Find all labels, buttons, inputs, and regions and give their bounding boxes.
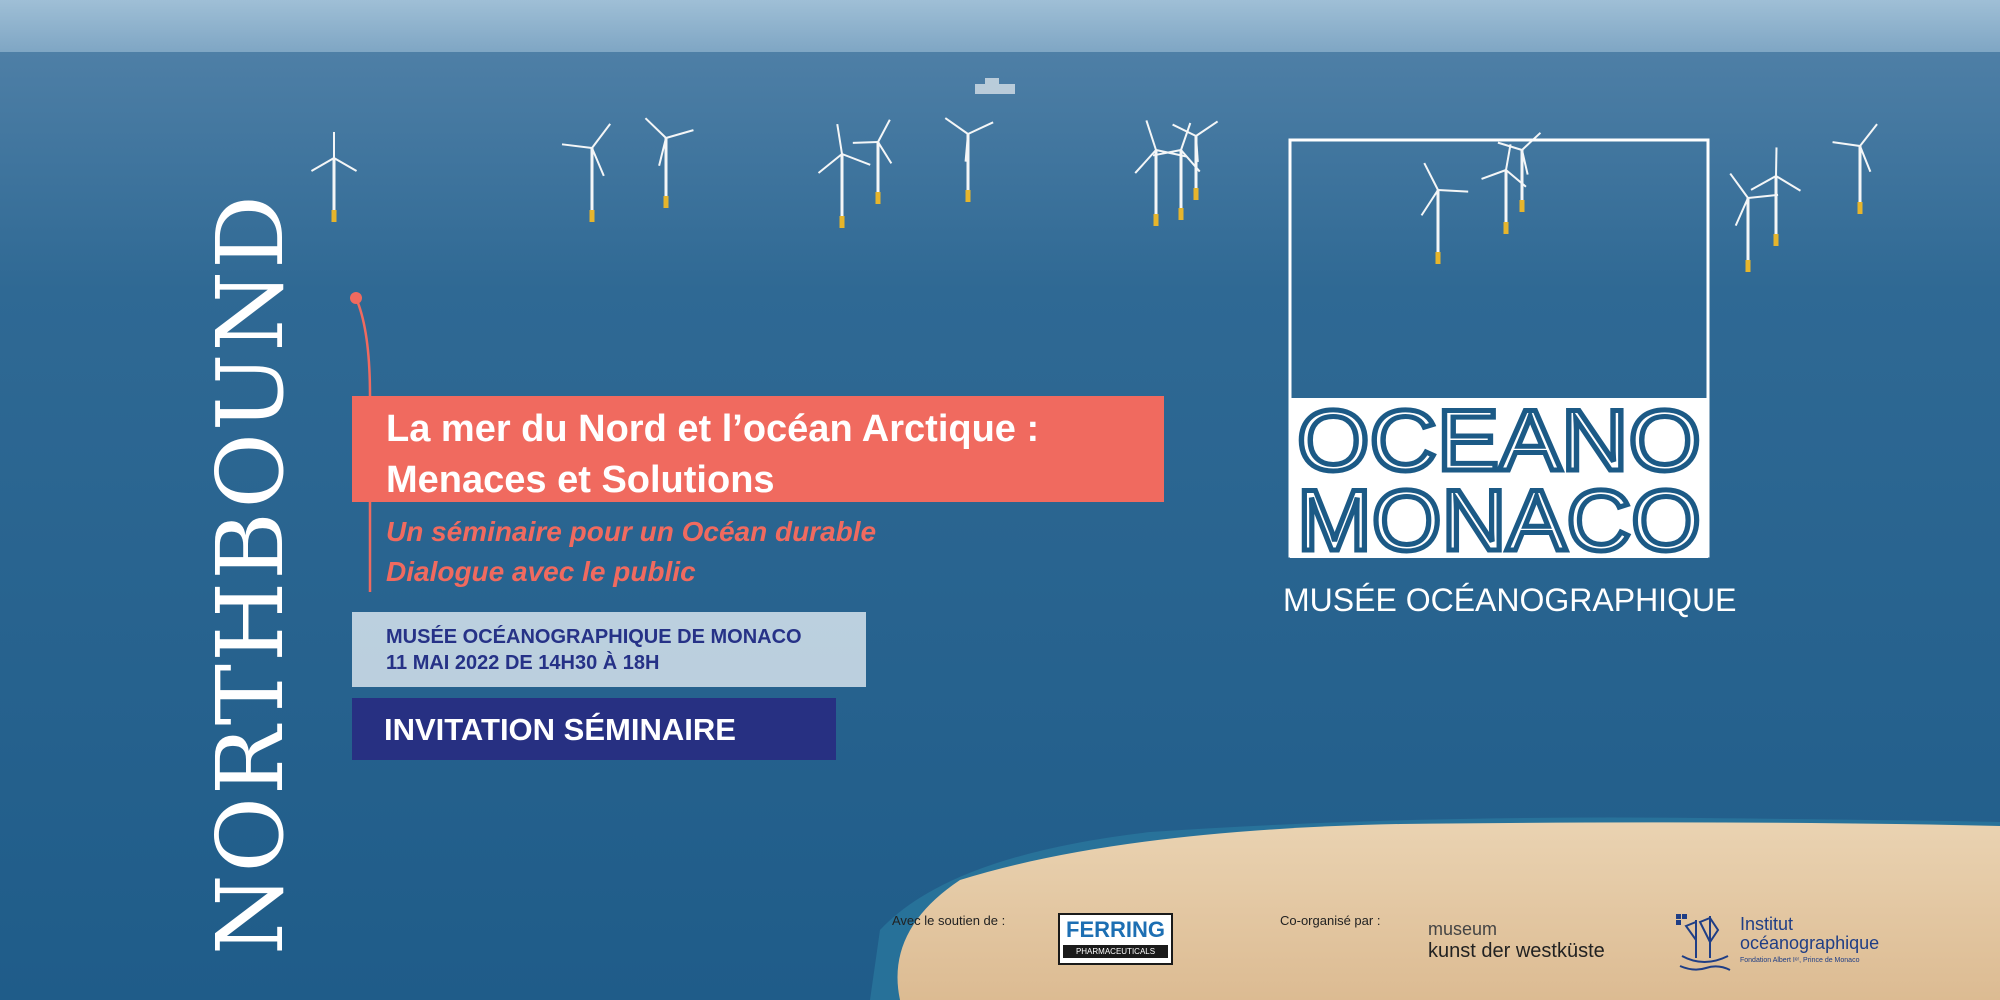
northbound-title: NORTHBOUND <box>197 193 304 955</box>
logo-line-oceano: OCEANO <box>1297 398 1701 489</box>
headline-box <box>352 396 1164 502</box>
kunst-line-2: kunst der westküste <box>1428 940 1605 962</box>
institut-line-2: océanographique <box>1740 933 1880 953</box>
invitation-label: INVITATION SÉMINAIRE <box>352 698 836 760</box>
institut-line-1: Institut <box>1740 914 1794 934</box>
ferring-name: FERRING <box>1066 917 1165 942</box>
event-info-box <box>352 612 866 687</box>
headline-line-1: La mer du Nord et l’océan Arctique : <box>386 408 1040 450</box>
oceano-monaco-logo <box>1290 398 1708 558</box>
coorganized-label: Co-organisé par : <box>1280 913 1381 928</box>
subtitle-line-2: Dialogue avec le public <box>386 556 696 587</box>
ferring-subtitle: PHARMACEUTICALS <box>1063 945 1168 958</box>
logo-line-monaco: MONACO <box>1297 473 1701 558</box>
event-date: 11 MAI 2022 DE 14H30 À 18H <box>386 652 660 674</box>
subtitle-line-1: Un séminaire pour un Océan durable <box>386 516 877 547</box>
ship-icon <box>1674 910 1734 976</box>
museum-kunst-logo <box>1428 918 1605 962</box>
kunst-line-1: museum <box>1428 919 1498 939</box>
institut-name <box>1740 914 1880 953</box>
ferring-logo <box>1058 913 1173 965</box>
support-label: Avec le soutien de : <box>892 913 1006 928</box>
event-venue: MUSÉE OCÉANOGRAPHIQUE DE MONACO <box>386 626 802 648</box>
museum-caption: MUSÉE OCÉANOGRAPHIQUE <box>1283 582 1737 618</box>
headline-line-2: Menaces et Solutions <box>386 459 775 501</box>
institut-foundation: Fondation Albert Iᵉʳ, Prince de Monaco <box>1740 957 1860 964</box>
subtitle <box>386 512 876 592</box>
institut-oceanographique-logo <box>1674 910 1880 981</box>
